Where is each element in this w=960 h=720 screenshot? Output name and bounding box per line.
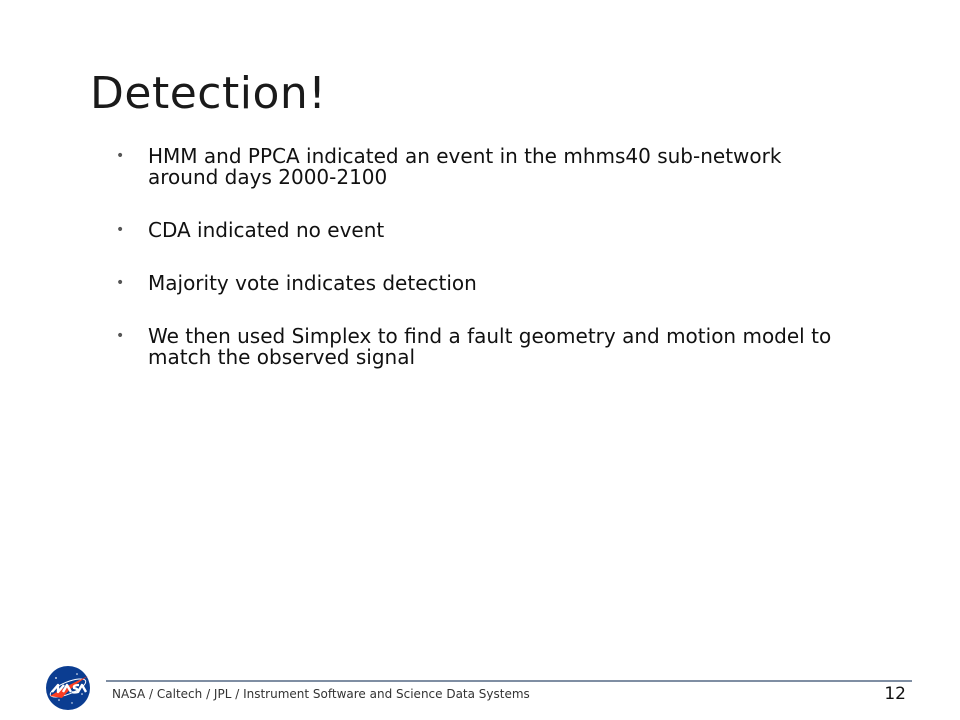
bullet-marker: • (116, 222, 125, 238)
bullet-text: HMM and PPCA indicated an event in the mhms40 sub-network around days 2000-2100 (148, 144, 782, 189)
bullet-list (116, 146, 846, 400)
footer-divider (106, 680, 912, 682)
page-number: 12 (884, 684, 906, 704)
bullet-item (116, 220, 846, 241)
bullet-marker: • (116, 328, 125, 344)
bullet-text: We then used Simplex to find a fault geometry and motion model to match the observed signal (148, 324, 832, 369)
bullet-item (116, 273, 846, 294)
slide-title: Detection! (90, 68, 327, 119)
bullet-text: CDA indicated no event (148, 218, 385, 242)
bullet-item (116, 146, 846, 188)
bullet-item (116, 326, 846, 368)
bullet-text: Majority vote indicates detection (148, 271, 477, 295)
footer-text: NASA / Caltech / JPL / Instrument Software and Science Data Systems (112, 687, 530, 701)
nasa-logo-icon (44, 664, 92, 712)
bullet-marker: • (116, 148, 125, 164)
bullet-marker: • (116, 275, 125, 291)
